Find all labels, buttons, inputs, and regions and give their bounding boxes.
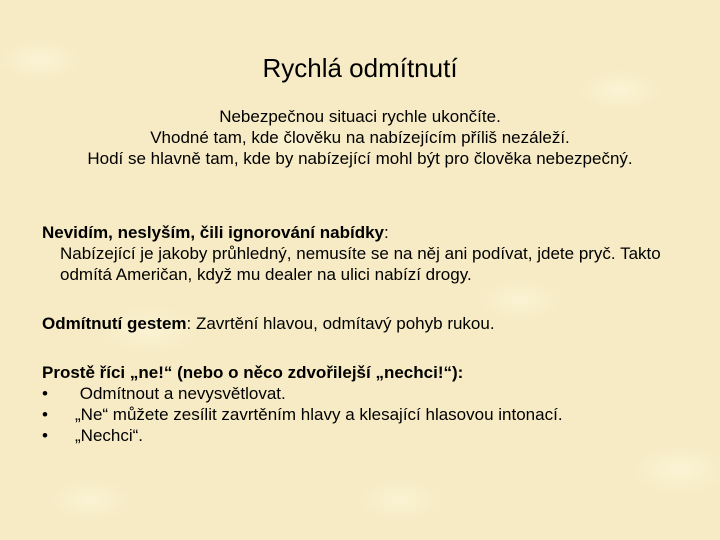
bullet-glyph: •	[42, 405, 48, 424]
slide-title-text: Rychlá odmítnutí	[262, 53, 458, 83]
section-say-no-heading-bold: Prostě říci „ne!“ (nebo o něco zdvořilejší „nechci!“):	[42, 363, 464, 382]
list-item	[42, 404, 682, 425]
section-ignore	[42, 222, 682, 285]
intro-line-2: Vhodné tam, kde člověku na nabízejícím příliš nezáleží.	[150, 128, 570, 147]
section-ignore-heading-suffix: :	[384, 223, 389, 242]
intro-paragraph	[60, 106, 660, 169]
bullet-glyph: •	[42, 426, 48, 445]
section-say-no	[42, 362, 682, 446]
bullet-glyph: •	[42, 384, 48, 403]
section-say-no-heading	[42, 362, 682, 383]
say-no-bullet-list	[42, 383, 682, 446]
section-gesture	[42, 313, 682, 334]
list-item-text: „Nechci“.	[75, 426, 144, 445]
section-ignore-text: Nabízející je jakoby průhledný, nemusíte se na něj ani podívat, jdete pryč. Takto odmítá Američan, když mu dealer na ulici nabízí drogy.	[60, 244, 661, 284]
list-item	[42, 425, 682, 446]
list-item-text: Odmítnout a nevysvětlovat.	[75, 384, 286, 403]
list-item-text: „Ne“ můžete zesílit zavrtěním hlavy a klesající hlasovou intonací.	[75, 405, 563, 424]
section-gesture-heading	[42, 313, 682, 334]
section-gesture-heading-bold: Odmítnutí gestem	[42, 314, 187, 333]
section-ignore-heading-bold: Nevidím, neslyším, čili ignorování nabídky	[42, 223, 384, 242]
slide-title	[0, 50, 720, 86]
intro-line-1: Nebezpečnou situaci rychle ukončíte.	[219, 107, 501, 126]
intro-line-3: Hodí se hlavně tam, kde by nabízející mohl být pro člověka nebezpečný.	[87, 149, 633, 168]
section-ignore-heading	[42, 222, 682, 243]
section-gesture-text: : Zavrtění hlavou, odmítavý pohyb rukou.	[186, 314, 495, 333]
list-item	[42, 383, 682, 404]
